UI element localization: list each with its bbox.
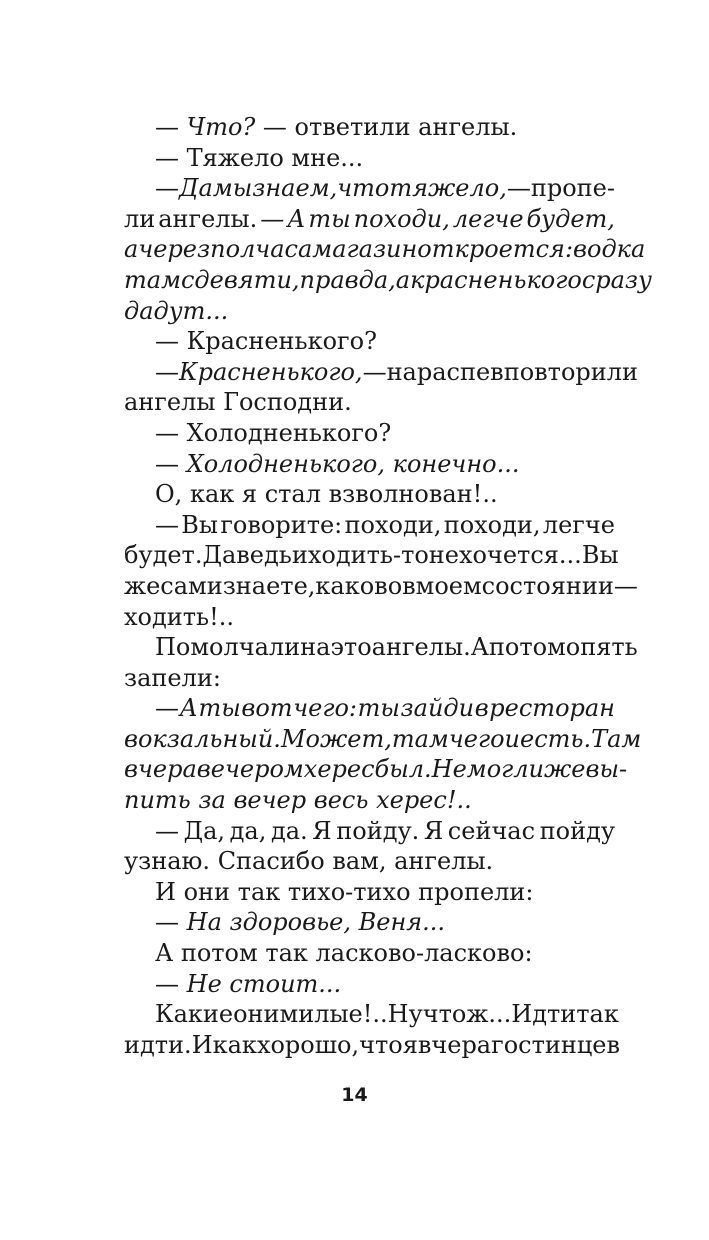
word: Вы [581,541,619,570]
word: ж... [466,1000,512,1029]
word: — [155,908,179,937]
word: сейчас [447,816,536,845]
word: — [155,418,179,447]
word: полчаса [210,235,313,264]
word: они [183,877,231,906]
text-line-content [155,479,615,510]
word: хорошо, [256,1030,360,1059]
word: и [291,541,308,570]
word: вчера [124,755,197,784]
text-line-content [155,816,615,847]
word: там [391,724,449,753]
word: стал [264,480,321,509]
word: не [428,541,459,570]
text-line [124,663,615,694]
word: — [155,694,179,723]
word: на [300,633,331,662]
word: мне... [291,143,364,172]
word: ты [198,694,241,723]
text-line [124,449,615,480]
word: ангелы. [418,113,518,141]
word: так [265,939,308,968]
word: весь [313,786,369,815]
word: за [198,786,226,815]
word: пропе- [530,174,615,203]
word: Я [312,816,332,845]
word: могли [466,755,545,784]
word: зайди [400,694,475,723]
word: стоит... [229,969,342,998]
word: Веня... [358,908,446,937]
word: через [138,235,211,264]
word: О, [155,480,183,509]
text-line-content [124,387,615,418]
body-text [124,112,652,1060]
text-line-content [155,449,615,480]
word: вокзальный. [124,724,281,753]
word: Я [423,816,444,845]
word: Господни. [223,388,352,417]
text-line [124,265,652,296]
text-line-content [155,907,615,938]
word: Да, [183,816,226,845]
text-line [124,602,615,633]
word: На [186,908,222,937]
word: потом [488,633,566,662]
word: ведь [236,541,292,570]
word: узнаю. [124,847,211,876]
word: — [155,816,179,845]
word: же [544,755,586,784]
word: ангелы [124,388,216,417]
word: — [155,143,179,172]
text-line-content [124,204,615,235]
word: — [506,174,531,203]
text-line [124,234,646,265]
word: это [330,633,372,662]
text-line [124,112,615,143]
word: ты [357,694,400,723]
word: пропели: [418,877,534,906]
word: — [155,357,179,386]
text-line [124,510,615,541]
text-line [124,387,615,418]
word: есть. [520,724,592,753]
word: каково [315,571,403,600]
text-line [124,173,615,204]
word: Холодненького? [186,418,392,447]
text-line-content [124,724,642,755]
word: сами [160,571,223,600]
word: так [237,877,281,906]
word: здоровье, [229,908,351,937]
word: опять [565,633,638,662]
word: да. [270,816,308,845]
word: а [395,265,411,294]
word: девяти, [194,265,300,294]
word: да, [229,816,267,845]
word: ходить-то [307,541,429,570]
word: дадут... [124,296,229,325]
word: вчера [417,1030,492,1059]
word: же [124,571,161,600]
word: Красненького? [186,327,377,356]
word: походи, [353,204,450,233]
word: был. [374,755,432,784]
text-line-content [155,938,615,969]
word: вот [241,694,293,723]
word: Красненького, [179,357,363,386]
word: легче [452,204,524,233]
text-line [124,479,615,510]
text-line [124,816,615,847]
word: ангелы. [158,204,258,233]
text-line [124,143,615,174]
text-line [124,999,619,1030]
text-line [124,877,615,908]
text-line-content [155,969,615,1000]
word: так [576,1000,619,1029]
word: а [124,235,139,264]
word: нараспев [386,357,504,386]
word: Не [186,969,222,998]
word: запели: [124,663,221,692]
word: тихо-тихо [287,877,411,906]
word: Какие [155,1000,234,1029]
word: пить [124,786,191,815]
word: — [613,571,638,600]
text-line-content [155,112,615,143]
word: как [189,480,235,509]
word: ты [308,204,351,233]
word: ласково-ласково: [315,939,533,968]
word: говорите: [220,510,343,539]
word: вечером [196,755,304,784]
word: — [155,510,179,539]
word: вечер [233,786,307,815]
word: — [155,449,179,478]
word: чего: [293,694,357,723]
word: что [337,174,390,203]
text-line-content [124,571,638,602]
word: Что? [186,113,256,141]
text-line-content [124,785,615,816]
word: ангелы. [371,633,471,662]
word: херес [303,755,375,784]
word: пойду. [336,816,420,845]
word: А [179,694,198,723]
word: — [262,113,287,141]
word: конечно... [392,449,520,478]
word: потом [180,939,258,968]
word: повторили [503,357,638,386]
text-line-content [155,357,638,388]
word: вам, [332,847,387,876]
word: походи, [344,510,442,539]
word: милые!.. [279,1000,388,1029]
text-line [124,724,642,755]
text-line-content [124,754,628,785]
text-line-content [155,510,615,541]
word: пойду [539,816,615,845]
word: Да [202,541,237,570]
word: И [191,1030,213,1059]
word: взволнован!.. [328,480,498,509]
word: Может, [280,724,392,753]
word: ходить!.. [124,602,235,631]
word: мы [212,174,253,203]
text-line [124,938,615,969]
word: я [402,1030,418,1059]
word: — [155,113,179,141]
text-line [124,907,615,938]
word: Не [431,755,467,784]
word: — [260,204,285,233]
text-line-content [124,602,615,633]
text-line [124,418,615,449]
word: — [155,327,179,356]
word: — [155,174,179,203]
word: походи, [443,510,541,539]
word: что [422,1000,467,1029]
text-line-content [155,418,615,449]
word: ангелы. [394,847,494,876]
word: хочется... [459,541,582,570]
word: что [359,1030,403,1059]
word: водка [573,235,646,264]
word: правда, [299,265,396,294]
text-line-content [155,173,615,204]
word: в [474,694,489,723]
word: с [180,265,195,294]
text-line [124,571,638,602]
text-line [124,204,615,235]
text-line-content [124,1030,621,1061]
word: — [155,969,179,998]
text-line [124,846,615,877]
word: я [241,480,258,509]
word: красненького [410,265,582,294]
word: херес!.. [376,786,472,815]
text-line [124,296,615,327]
word: тяжело, [389,174,507,203]
word: гостинцев [491,1030,621,1059]
word: моем [415,571,482,600]
word: как [212,1030,257,1059]
page-number: 14 [341,1084,368,1106]
text-line-content [124,846,615,877]
text-line-content [155,693,615,724]
word: — [362,357,387,386]
text-line-content [124,265,652,296]
word: А [287,204,306,233]
word: Да [179,174,213,203]
text-line-content [155,143,615,174]
word: Холодненького, [186,449,385,478]
word: Вы [181,510,219,539]
word: знаем, [252,174,338,203]
word: И [155,877,176,906]
word: Там [591,724,642,753]
text-line [124,754,628,785]
word: Идти [511,1000,577,1029]
word: идти. [124,1030,192,1059]
word: там [124,265,181,294]
word: в [402,571,416,600]
word: будет. [124,541,203,570]
word: будет, [526,204,615,233]
word: знаете, [222,571,316,600]
word: Тяжело [186,143,284,172]
word: они [233,1000,280,1029]
word: А [470,633,489,662]
text-line-content [155,999,619,1030]
text-line [124,326,615,357]
word: Ну [387,1000,423,1029]
word: ли [124,204,156,233]
text-line [124,785,615,816]
word: сразу [581,265,652,294]
text-line-content [155,632,638,663]
word: легче [542,510,615,539]
word: Помолчали [155,633,301,662]
word: Спасибо [217,847,325,876]
text-line-content [124,234,646,265]
text-line [124,1030,621,1061]
word: и [504,724,520,753]
text-line [124,540,619,571]
word: вы- [585,755,628,784]
text-line-content [124,296,615,327]
text-line [124,969,615,1000]
text-line [124,693,615,724]
word: магазин [312,235,418,264]
text-line [124,357,638,388]
text-line-content [124,540,619,571]
word: ресторан [489,694,615,723]
word: чего [448,724,505,753]
text-line-content [155,877,615,908]
word: состоянии [481,571,614,600]
text-line-content [155,326,615,357]
text-line [124,632,638,663]
text-line-content [124,663,615,694]
word: ответили [294,113,411,141]
word: откроется: [417,235,574,264]
word: А [155,939,174,968]
